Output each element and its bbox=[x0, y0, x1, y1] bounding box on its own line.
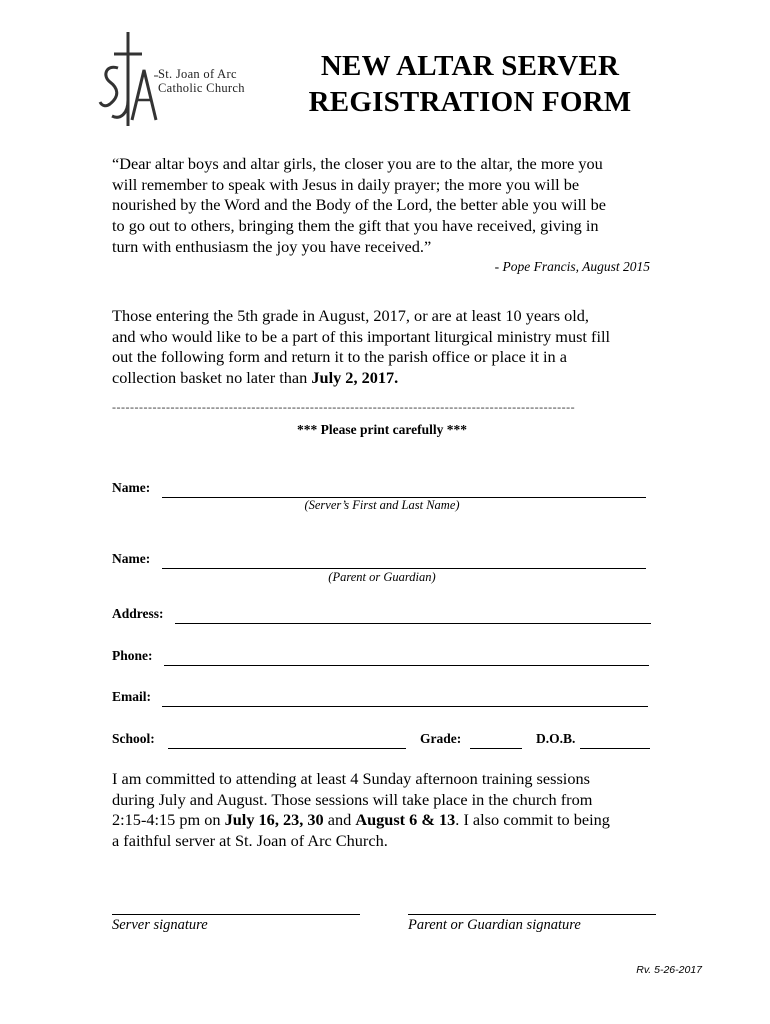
eligibility-line: Those entering the 5th grade in August, 2017, or are at least 10 years old, bbox=[112, 306, 590, 325]
quote-line: “Dear altar boys and altar girls, the closer you are to the altar, the more you bbox=[112, 154, 603, 173]
dashed-separator: ------------------------------------------------------------------------------------------------------- bbox=[112, 400, 576, 414]
email-row bbox=[112, 689, 652, 709]
commitment-line: during July and August. Those sessions will take place in the church from bbox=[112, 789, 593, 809]
parent-signature-line[interactable] bbox=[408, 914, 656, 915]
page-title-line2: REGISTRATION FORM bbox=[308, 86, 632, 118]
school-field[interactable] bbox=[168, 748, 406, 749]
address-row bbox=[112, 606, 652, 626]
commitment-text: . I also commit to being bbox=[455, 810, 610, 830]
parent-signature-label: Parent or Guardian signature bbox=[408, 917, 581, 933]
page-title-line1: NEW ALTAR SERVER bbox=[320, 50, 620, 82]
quote-line: turn with enthusiasm the joy you have received.” bbox=[112, 236, 432, 256]
email-label: Email: bbox=[112, 689, 151, 704]
dob-field[interactable] bbox=[580, 748, 650, 749]
school-label: School: bbox=[112, 731, 155, 746]
quote-line: will remember to speak with Jesus in daily prayer; the more you will be bbox=[112, 174, 580, 194]
server-signature-label: Server signature bbox=[112, 917, 208, 933]
parent-name-hint: (Parent or Guardian) bbox=[328, 570, 436, 584]
grade-field[interactable] bbox=[470, 748, 522, 749]
commitment-line bbox=[112, 810, 672, 831]
church-name-line2: Catholic Church bbox=[158, 81, 245, 95]
phone-row bbox=[112, 648, 652, 668]
quote-line: nourished by the Word and the Body of the Lord, the better able you will be bbox=[112, 195, 606, 215]
july-dates: July 16, 23, 30 bbox=[224, 810, 324, 830]
server-name-label: Name: bbox=[112, 480, 151, 495]
commitment-block bbox=[112, 769, 672, 852]
school-row bbox=[112, 731, 652, 751]
eligibility-line bbox=[112, 368, 672, 389]
address-label: Address: bbox=[112, 606, 164, 621]
eligibility-line: and who would like to be a part of this important liturgical ministry must fill bbox=[112, 326, 611, 346]
deadline-date: July 2, 2017. bbox=[311, 368, 399, 388]
revision-date: Rv. 5-26-2017 bbox=[636, 964, 702, 976]
print-note: *** Please print carefully *** bbox=[297, 422, 467, 437]
address-field[interactable] bbox=[175, 623, 651, 624]
quote-block bbox=[112, 154, 672, 258]
eligibility-text: collection basket no later than bbox=[112, 368, 312, 388]
parent-name-field[interactable] bbox=[162, 568, 646, 569]
parent-name-label: Name: bbox=[112, 551, 151, 566]
commitment-line: a faithful server at St. Joan of Arc Church. bbox=[112, 831, 388, 851]
parent-name-row bbox=[112, 551, 652, 571]
church-name-line1: St. Joan of Arc bbox=[158, 67, 237, 81]
eligibility-line: out the following form and return it to the parish office or place it in a bbox=[112, 347, 567, 367]
phone-field[interactable] bbox=[164, 665, 649, 666]
server-signature-line[interactable] bbox=[112, 914, 360, 915]
dob-label: D.O.B. bbox=[536, 731, 576, 746]
commitment-text: and bbox=[323, 810, 356, 830]
commitment-line: I am committed to attending at least 4 Sunday afternoon training sessions bbox=[112, 769, 590, 788]
grade-label: Grade: bbox=[420, 731, 462, 746]
august-dates: August 6 & 13 bbox=[355, 810, 456, 830]
quote-attribution: - Pope Francis, August 2015 bbox=[494, 259, 650, 274]
email-field[interactable] bbox=[162, 706, 648, 707]
server-name-hint: (Server’s First and Last Name) bbox=[304, 498, 460, 512]
server-name-row bbox=[112, 480, 652, 500]
quote-line: to go out to others, bringing them the gift that you have received, giving in bbox=[112, 216, 599, 236]
commitment-text: 2:15-4:15 pm on bbox=[112, 810, 225, 830]
eligibility-block bbox=[112, 306, 672, 389]
phone-label: Phone: bbox=[112, 648, 153, 663]
